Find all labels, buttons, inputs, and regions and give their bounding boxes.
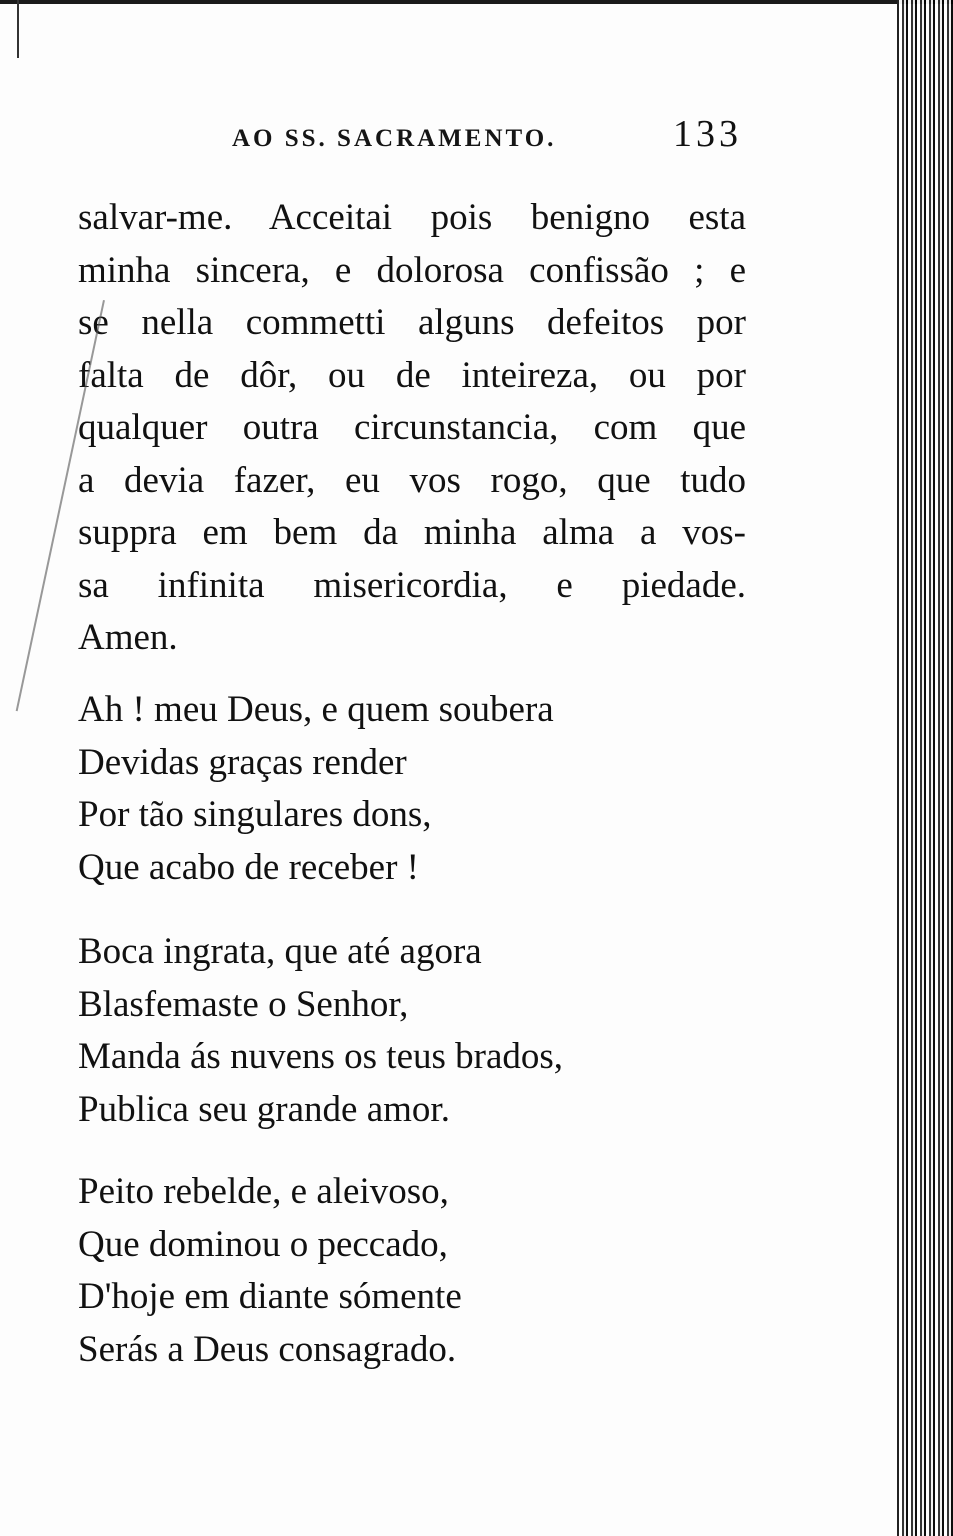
prose-line: qualquer outra circunstancia, com que [78, 407, 746, 448]
top-border [0, 0, 953, 4]
verse-line: Publica seu grande amor. [78, 1088, 450, 1130]
prose-line: a devia fazer, eu vos rogo, que tudo [78, 459, 746, 501]
page-header [232, 112, 742, 162]
verse-line: D'hoje em diante sómente [78, 1276, 462, 1317]
verse-line: Devidas graças render [78, 741, 407, 783]
verse-line: Ah ! meu Deus, e quem soubera [78, 689, 554, 730]
prose-line: salvar-me. Acceitai pois benigno esta [78, 197, 746, 238]
page-number: 133 [673, 113, 742, 155]
prose-paragraph [78, 192, 746, 665]
verse-stanza [78, 684, 718, 894]
prose-line: se nella commetti alguns defeitos por [78, 302, 746, 343]
verse-line: Que dominou o peccado, [78, 1223, 448, 1265]
verse-line: Peito rebelde, e aleivoso, [78, 1171, 449, 1212]
prose-line: suppra em bem da minha alma a vos- [78, 512, 746, 553]
book-binding-edge [899, 0, 953, 1536]
prose-line: minha sincera, e dolorosa confissão ; e [78, 249, 746, 291]
verse-stanza [78, 926, 718, 1136]
running-title: AO SS. SACRAMENTO. [232, 125, 557, 152]
verse-line: Serás a Deus consagrado. [78, 1328, 457, 1370]
prose-line: falta de dôr, ou de inteireza, ou por [78, 354, 746, 396]
verse-line: Blasfemaste o Senhor, [78, 983, 409, 1025]
prose-line: Amen. [78, 617, 178, 658]
verse-line: Que acabo de receber ! [78, 846, 419, 888]
verse-line: Manda ás nuvens os teus brados, [78, 1036, 564, 1077]
verse-stanza [78, 1166, 718, 1376]
verse-line: Boca ingrata, que até agora [78, 931, 482, 972]
page-crease [17, 0, 19, 58]
verse-line: Por tão singulares dons, [78, 794, 432, 835]
prose-line: sa infinita misericordia, e piedade. [78, 564, 746, 606]
